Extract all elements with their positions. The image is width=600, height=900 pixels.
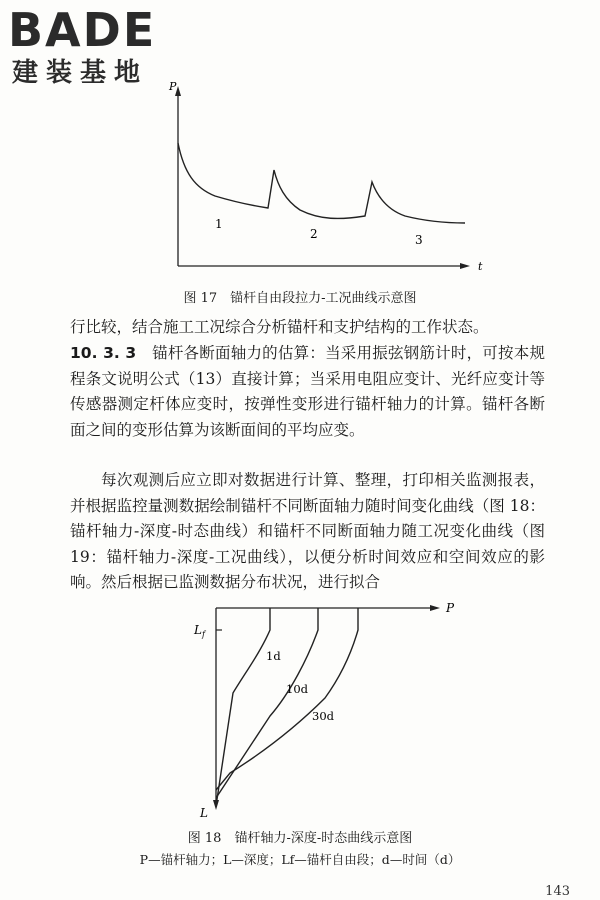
fig17-curve-label-3: 3 [415, 233, 423, 247]
fig18-x-label: P [446, 601, 455, 615]
fig17-curve-label-1: 1 [215, 217, 223, 231]
logo-brand: BADE [8, 3, 157, 57]
logo-subtitle: 建装基地 [12, 58, 149, 88]
figure-17 [160, 78, 500, 288]
fig18-curve-label-10d: 10d [286, 682, 308, 696]
figure-18-chart [190, 598, 470, 823]
fig18-y-label: L [200, 806, 208, 820]
paragraph-2-text: 锚杆各断面轴力的估算：当采用振弦钢筋计时，可按本规程条文说明公式（13）直接计算；当采用电阻应变计、光纤应变计等传感器测定杆体应变时，按弹性变形进行锚杆轴力的计算。锚杆各断面之间的变形估算为该断面间的平均应变。 [70, 344, 545, 439]
section-number: 10. 3. 3 [70, 344, 137, 362]
figure-18-caption: 图 18 锚杆轴力-深度-时态曲线示意图 [187, 831, 413, 846]
figure-17-chart [160, 78, 500, 288]
figure-17-caption: 图 17 锚杆自由段拉力-工况曲线示意图 [183, 291, 417, 306]
fig17-x-label: t [478, 260, 483, 273]
fig18-curve-label-1d: 1d [266, 649, 281, 663]
figure-18 [190, 598, 470, 823]
fig17-y-label: P [169, 80, 177, 93]
paragraph-3-text: 每次观测后应立即对数据进行计算、整理，打印相关监测报表，并根据监控量测数据绘制锚杆不同断面轴力随时间变化曲线（图 18：锚杆轴力-深度-时态曲线）和锚杆不同断面轴力随工况变化曲线（图 19：锚杆轴力-深度-工况曲线），以便分析时间效应和空间效应的影响。然后根据已监测数据分布状况，进行拟合 [70, 471, 545, 591]
fig18-curve-1d [216, 608, 270, 806]
figure-18-legend: P—锚杆轴力；L—深度；Lf—锚杆自由段；d—时间（d） [139, 852, 461, 867]
bade-logo [8, 4, 183, 94]
fig18-lf-label: $L_f$ [194, 623, 205, 639]
page-number: 143 [545, 884, 570, 899]
paragraph-1 [70, 315, 545, 341]
paragraph-10-3-3 [70, 341, 545, 443]
fig17-curve-label-2: 2 [310, 227, 318, 241]
paragraph-3 [70, 468, 545, 596]
fig18-curve-label-30d: 30d [312, 709, 334, 723]
fig17-x-arrow [460, 263, 470, 269]
fig17-curve [178, 143, 465, 223]
fig18-x-arrow [430, 605, 440, 611]
fig18-curve-30d [216, 608, 358, 790]
paragraph-1-text: 行比较，结合施工工况综合分析锚杆和支护结构的工作状态。 [70, 318, 489, 336]
